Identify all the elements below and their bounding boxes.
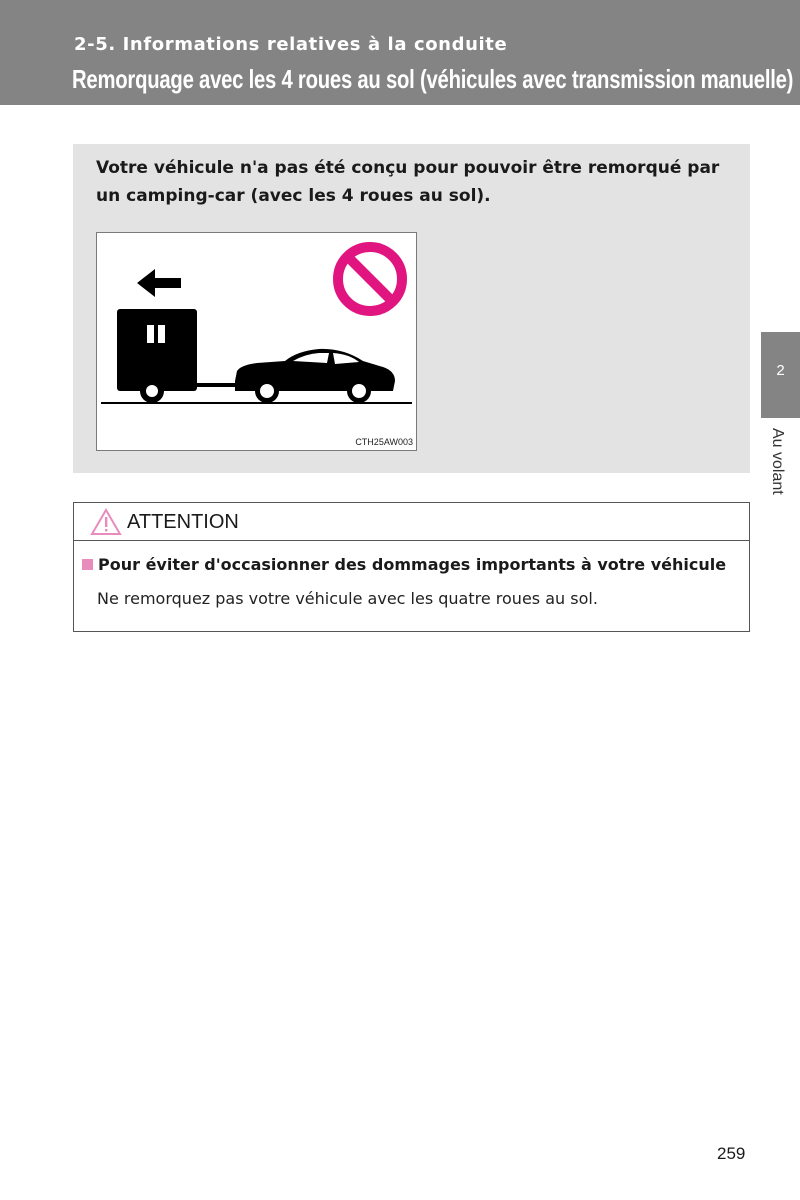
towing-drawing: [97, 233, 416, 450]
camping-trailer: [117, 309, 237, 403]
towing-illustration: [96, 232, 417, 451]
figure-code: CTH25AW003: [355, 437, 413, 447]
attention-box: [73, 502, 750, 632]
prohibited-icon: [338, 247, 402, 311]
chapter-number: 2: [776, 362, 785, 379]
page-number: 259: [717, 1144, 746, 1163]
page-title: Remorquage avec les 4 roues au sol (véhicules avec transmission manuelle): [72, 64, 794, 94]
warning-triangle-icon: [90, 508, 122, 536]
car-silhouette: [235, 349, 395, 403]
chapter-label: Au volant: [769, 428, 786, 495]
section-title: 2-5. Informations relatives à la conduite: [74, 34, 508, 55]
chapter-tab: [761, 332, 800, 418]
attention-subheading-row: [82, 555, 726, 574]
square-bullet-icon: [82, 559, 93, 570]
attention-heading: ATTENTION: [127, 511, 239, 533]
notice-text: Votre véhicule n'a pas été conçu pour pouvoir être remorqué par un camping-car (avec les 4 roues au sol).: [96, 158, 720, 206]
attention-subheading: Pour éviter d'occasionner des dommages importants à votre véhicule: [98, 555, 727, 574]
attention-header: [74, 503, 749, 541]
attention-body: Ne remorquez pas votre véhicule avec les quatre roues au sol.: [97, 589, 598, 608]
arrow-left-icon: [137, 269, 181, 297]
page-header: [0, 0, 800, 105]
notice-box: [73, 144, 750, 473]
